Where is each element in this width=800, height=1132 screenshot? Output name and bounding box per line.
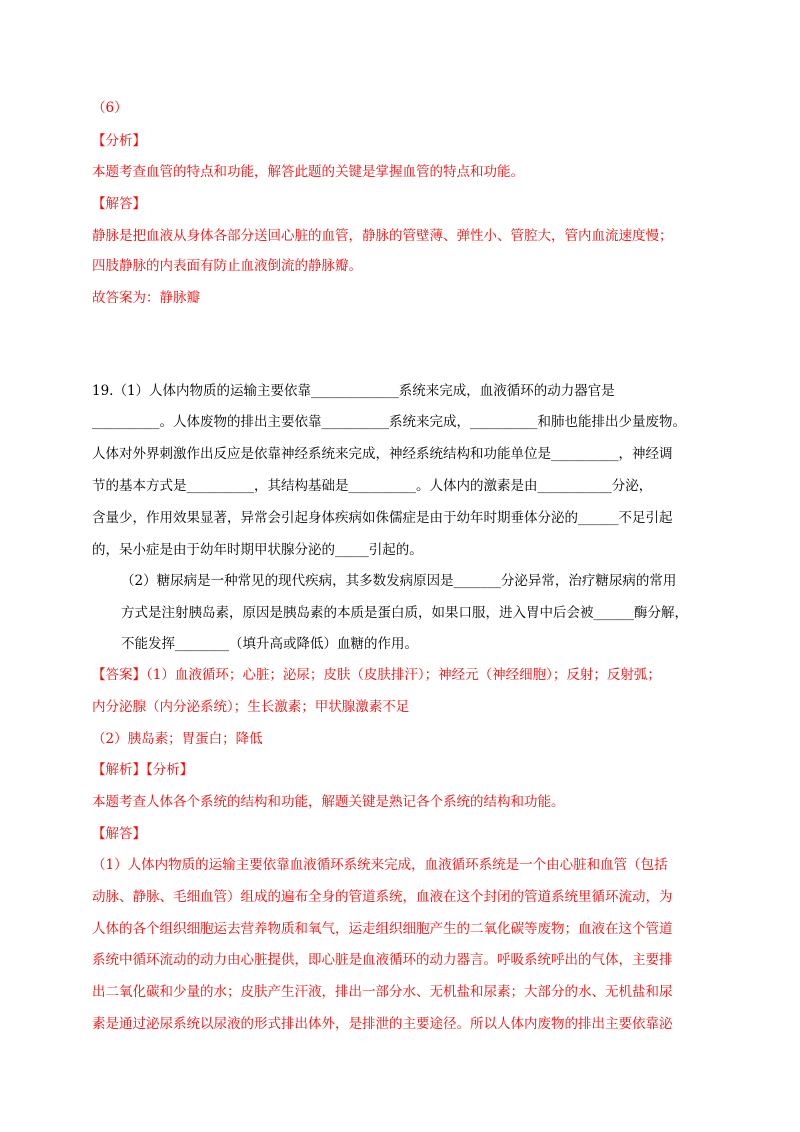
solution-heading: 【解答】 (92, 196, 146, 212)
analysis-heading: 【解析】【分析】 (92, 762, 194, 778)
solution-line: 人体的各个组织细胞运去营养物质和氧气，运走组织细胞产生的二氧化碳等废物；血液在这个管道 (92, 921, 673, 937)
solution-line: 素是通过泌尿系统以尿液的形式排出体外，是排泄的主要途径。所以人体内废物的排出主要依靠泌 (92, 1016, 673, 1032)
question-part2-line: 不能发挥________（填升高或降低）血糖的作用。 (121, 636, 418, 652)
final-answer: 故答案为：静脉瓣 (92, 290, 200, 306)
analysis-heading: 【分析】 (92, 133, 146, 149)
subquestion-number: （6） (92, 100, 128, 116)
solution-line: （1）人体内物质的运输主要依靠血液循环系统来完成，血液循环系统是一个由心脏和血管（包括 (92, 857, 668, 873)
answer-line: 内分泌腺（内分泌系统）；生长激素；甲状腺激素不足 (92, 699, 410, 715)
solution-heading: 【解答】 (92, 826, 146, 842)
question-part2-line: （2）糖尿病是一种常见的现代疾病，其多数发病原因是_______分泌异常，治疗糖尿病的常用 (121, 573, 677, 589)
solution-line: 动脉、静脉、毛细血管）组成的遍布全身的管道系统，血液在这个封闭的管道系统里循环流动，为 (92, 889, 673, 905)
analysis-text: 本题考查血管的特点和功能，解答此题的关键是掌握血管的特点和功能。 (92, 164, 524, 180)
question-line: 含量少，作用效果显著，异常会引起身体疾病如侏儒症是由于幼年时期垂体分泌的______不足引起 (92, 510, 673, 526)
solution-line: 静脉是把血液从身体各部分送回心脏的血管，静脉的管壁薄、弹性小、管腔大，管内血流速度慢； (92, 228, 673, 244)
solution-line: 四肢静脉的内表面有防止血液倒流的静脉瓣。 (92, 258, 362, 274)
solution-line: 系统中循环流动的动力由心脏提供，即心脏是血液循环的动力器言。呼吸系统呼出的气体，主要排 (92, 952, 673, 968)
answer-line: （2）胰岛素；胃蛋白；降低 (92, 731, 263, 747)
question-line: __________。人体废物的排出主要依靠__________系统来完成，__________和肺也能排出少量废物。 (92, 414, 686, 430)
question-line: 19.（1）人体内物质的运输主要依靠_____________系统来完成，血液循环的动力器官是 (92, 383, 615, 399)
solution-line: 出二氧化碳和少量的水；皮肤产生汗液，排出一部分水、无机盐和尿素；大部分的水、无机盐和尿 (92, 984, 673, 1000)
analysis-text: 本题考查人体各个系统的结构和功能，解题关键是熟记各个系统的结构和功能。 (92, 794, 565, 810)
question-line: 的，呆小症是由于幼年时期甲状腺分泌的_____引起的。 (92, 542, 423, 558)
answer-line: 【答案】（1）血液循环；心脏；泌尿；皮肤（皮肤排汗）；神经元（神经细胞）；反射；反射弧； (92, 667, 661, 683)
question-line: 人体对外界刺激作出反应是依靠神经系统来完成，神经系统结构和功能单位是__________，神经调 (92, 446, 673, 462)
question-line: 节的基本方式是__________，其结构基础是__________。人体内的激素是由___________分泌， (92, 478, 653, 494)
question-part2-line: 方式是注射胰岛素，原因是胰岛素的本质是蛋白质，如果口服，进入胃中后会被______酶分解， (121, 605, 688, 621)
